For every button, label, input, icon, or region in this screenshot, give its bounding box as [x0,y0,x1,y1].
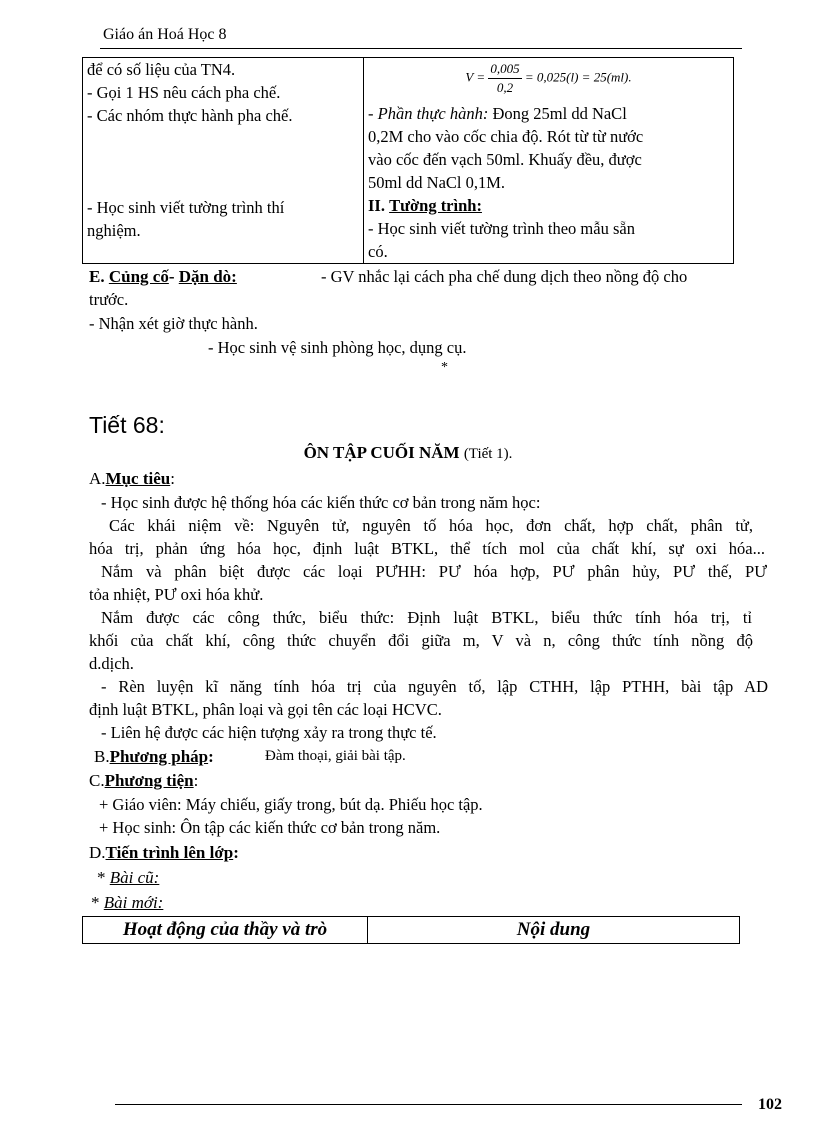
section-e-text-1: - GV nhắc lại cách pha chế dung dịch theo nồng độ cho [321,267,688,286]
practice-label: - Phần thực hành: [368,104,489,123]
section-c-heading [89,769,198,792]
col-header-activity: Hoạt động của thầy và trò [83,917,368,944]
section-separator-star: * [441,360,448,375]
section-d-prefix: D. [89,843,106,862]
objective-line-1: - Học sinh được hệ thống hóa các kiến thức cơ bản trong năm học: [101,493,541,512]
formula-fraction [488,60,521,97]
lesson-title-main: ÔN TẬP CUỐI NĂM [303,443,460,462]
section-a-prefix: A. [89,469,106,488]
section-b-prefix: B. [94,747,110,766]
practice-line-4: 50ml dd NaCl 0,1M. [368,173,506,192]
section-c-prefix: C. [89,771,105,790]
objective-line-2: Các khái niệm về: Nguyên tử, nguyên tố hóa học, đơn chất, hợp chất, phân tử, [109,516,753,535]
equipment-student: + Học sinh: Ôn tập các kiến thức cơ bản trong năm. [99,818,441,837]
practice-line-2: 0,2M cho vào cốc chia độ. Rót từ từ nước [368,127,644,146]
spacer [87,127,359,196]
teacher-student-activity-cell [83,58,364,264]
left-line-5: nghiệm. [87,221,141,240]
report-line-1: - Học sinh viết tường trình theo mẫu sẵn [368,219,635,238]
old-lesson-label: Bài cũ: [109,868,160,887]
objective-line-10: định luật BTKL, phân loại và gọi tên các loại HCVC. [89,700,442,719]
section-e-dash: - [168,267,175,286]
page-header-title: Giáo án Hoá Học 8 [103,26,227,43]
section-d-heading [89,841,239,864]
objective-line-8: d.dịch. [89,654,134,673]
formula-rhs: = 0,025(l) = 25(ml). [524,69,632,85]
practice-line-3: vào cốc đến vạch 50ml. Khuấy đều, được [368,150,642,169]
header-divider [100,48,742,49]
section-b-colon: : [208,747,214,766]
left-line-2: - Gọi 1 HS nêu cách pha chế. [87,83,281,102]
report-label: Tường trình: [389,196,482,215]
objective-line-11: - Liên hệ được các hiện tượng xảy ra trong thực tế. [101,723,437,742]
report-number: II. [368,196,385,215]
section-c-colon: : [193,771,199,790]
old-lesson-star: * [97,868,106,887]
lesson-title-suffix: (Tiết 1). [463,446,513,462]
section-b-label: Phương pháp [109,747,209,766]
section-d-label: Tiến trình lên lớp [105,843,234,862]
objective-line-4: Nắm và phân biệt được các loại PƯHH: PƯ hóa hợp, PƯ phân hủy, PƯ thế, PƯ [101,562,767,581]
practice-text-1: Đong 25ml dd NaCl [492,104,627,123]
old-lesson-heading [97,866,159,889]
left-line-4: - Học sinh viết tường trình thí [87,198,285,217]
new-lesson-heading [91,891,163,914]
fraction-numerator: 0,005 [488,60,521,79]
section-e-text-4: - Học sinh vệ sinh phòng học, dụng cụ. [208,338,467,357]
new-lesson-label: Bài mới: [103,893,164,912]
equipment-teacher: + Giáo viên: Máy chiếu, giấy trong, bút dạ. Phiếu học tập. [99,795,483,814]
footer-divider [115,1104,742,1105]
report-heading [368,194,729,217]
lesson-number: Tiết 68: [89,412,165,438]
formula-lhs: V = [465,69,486,85]
col-header-content: Nội dung [368,917,740,944]
section-e-text-3: - Nhận xét giờ thực hành. [89,314,258,333]
content-cell [364,58,734,264]
activity-table-continued [82,57,734,264]
volume-formula [368,58,729,102]
section-e-text-2: trước. [89,290,129,309]
new-lesson-star: * [91,893,100,912]
section-d-colon: : [233,843,239,862]
objective-line-6: Nắm được các công thức, biểu thức: Định luật BTKL, biểu thức tính hóa trị, tỉ [101,608,752,627]
left-line-1: để có số liệu của TN4. [87,60,236,79]
practice-line-1 [368,102,729,125]
left-line-3: - Các nhóm thực hành pha chế. [87,106,293,125]
objective-line-5: tỏa nhiệt, PƯ oxi hóa khử. [89,585,264,604]
lesson-title [0,443,816,463]
section-e-label-1: Củng cố [108,267,169,286]
page-number: 102 [758,1096,782,1113]
report-line-2: có. [368,242,388,261]
section-b-text: Đàm thoại, giải bài tập. [265,748,406,764]
section-a-heading [89,467,175,490]
objective-line-9: - Rèn luyện kĩ năng tính hóa trị của nguyên tố, lập CTHH, lập PTHH, bài tập AD [101,677,768,696]
objective-line-7: khối của chất khí, công thức chuyển đổi giữa m, V và n, công thức tính nồng độ [89,631,753,650]
section-b-heading [94,745,214,768]
section-a-colon: : [170,469,175,488]
section-a-label: Mục tiêu [105,469,171,488]
fraction-denominator: 0,2 [496,80,514,95]
section-e-heading [89,265,237,288]
section-e-label-2: Dặn dò: [178,267,237,286]
activity-table-header [82,916,740,944]
section-e-prefix: E. [89,267,105,286]
section-c-label: Phương tiện [104,771,194,790]
objective-line-3: hóa trị, phản ứng hóa học, định luật BTKL, thể tích mol của chất khí, sự oxi hóa... [89,539,765,558]
